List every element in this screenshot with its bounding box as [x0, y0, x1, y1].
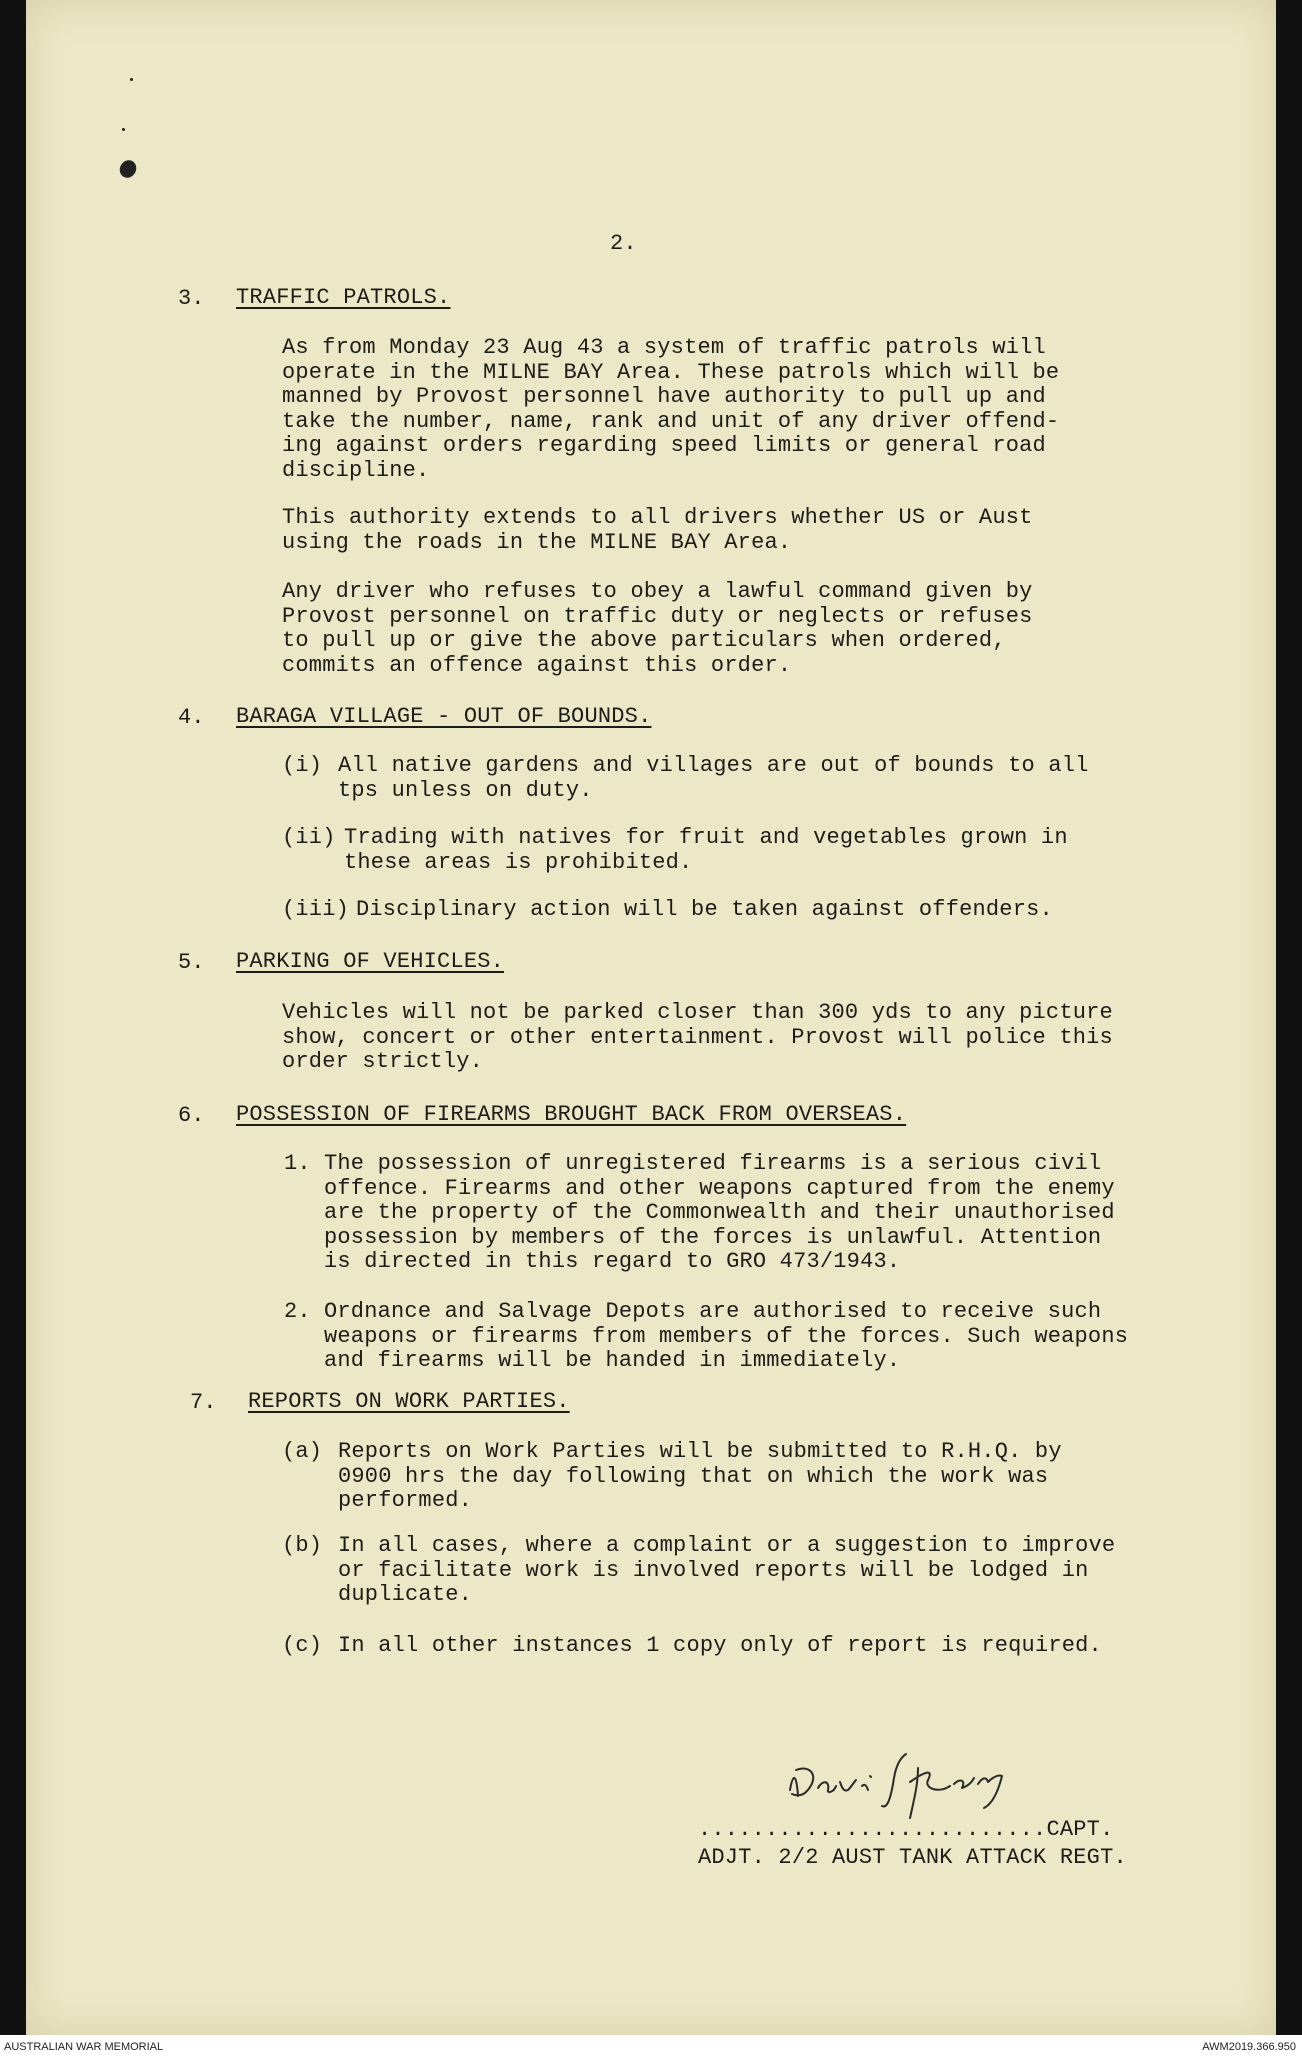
speck: [130, 78, 133, 81]
signature-title: ADJT. 2/2 AUST TANK ATTACK REGT.: [698, 1845, 1127, 1870]
list-item-text: Trading with natives for fruit and vegetables grown in these areas is prohibited.: [344, 825, 1068, 875]
list-item-label: 2.: [284, 1299, 311, 1324]
section-number: 6.: [178, 1103, 205, 1128]
section-heading: POSSESSION OF FIREARMS BROUGHT BACK FROM OVERSEAS.: [236, 1102, 907, 1127]
archive-name: AUSTRALIAN WAR MEMORIAL: [4, 2041, 164, 2053]
section-heading: BARAGA VILLAGE - OUT OF BOUNDS.: [236, 704, 652, 729]
list-item-label: (c): [282, 1633, 323, 1658]
section-number: 7.: [190, 1390, 217, 1415]
list-item-label: (b): [282, 1533, 323, 1558]
list-item-text: Disciplinary action will be taken against offenders.: [356, 897, 1053, 922]
section-number: 3.: [178, 286, 205, 311]
section-heading: REPORTS ON WORK PARTIES.: [248, 1389, 570, 1414]
section-heading: TRAFFIC PATROLS.: [236, 285, 451, 310]
document-page: [26, 0, 1276, 2035]
list-item-label: (iii): [282, 897, 350, 922]
archive-footer: [0, 2035, 1302, 2061]
list-item-label: (i): [282, 753, 323, 778]
list-item-text: Ordnance and Salvage Depots are authorised to receive such weapons or firearms from members of the forces. Such weapons and firearms will be handed in immediately.: [324, 1299, 1129, 1373]
archive-reference: AWM2019.366.950: [1202, 2041, 1296, 2053]
list-item-label: 1.: [284, 1151, 311, 1176]
list-item-text: The possession of unregistered firearms is a serious civil offence. Firearms and other weapons captured from the enemy are the property of the Commonwealth and their unauthorised possession by members of the forces is unlawful. Attention is directed in this regard to GRO 473/1943.: [324, 1151, 1115, 1274]
paragraph: As from Monday 23 Aug 43 a system of traffic patrols will operate in the MILNE BAY Area. These patrols which will be manned by Provost personnel have authority to pull up and take the number, name, rank and unit of any driver offend- ing against orders regarding speed limits or general road discipline.: [282, 335, 1060, 483]
section-heading: PARKING OF VEHICLES.: [236, 949, 505, 974]
list-item-label: (a): [282, 1439, 323, 1464]
page-number: 2.: [610, 231, 637, 256]
paragraph: Any driver who refuses to obey a lawful command given by Provost personnel on traffic duty or neglects or refuses to pull up or give the above particulars when ordered, commits an offence against this order.: [282, 579, 1033, 678]
section-number: 5.: [178, 950, 205, 975]
list-item-text: In all other instances 1 copy only of report is required.: [338, 1633, 1102, 1658]
signature-dotted-line: ..........................CAPT.: [698, 1817, 1114, 1842]
list-item-label: (ii): [282, 825, 336, 850]
section-number: 4.: [178, 705, 205, 730]
list-item-text: Reports on Work Parties will be submitted to R.H.Q. by 0900 hrs the day following that on which the work was performed.: [338, 1439, 1062, 1513]
list-item-text: In all cases, where a complaint or a suggestion to improve or facilitate work is involved reports will be lodged in duplicate.: [338, 1533, 1116, 1607]
list-item-text: All native gardens and villages are out of bounds to all tps unless on duty.: [338, 753, 1089, 803]
paragraph: This authority extends to all drivers whether US or Aust using the roads in the MILNE BAY Area.: [282, 505, 1033, 555]
paragraph: Vehicles will not be parked closer than 300 yds to any picture show, concert or other entertainment. Provost will police this order strictly.: [282, 1000, 1113, 1074]
speck: [122, 128, 125, 131]
ink-blot: [117, 157, 140, 181]
